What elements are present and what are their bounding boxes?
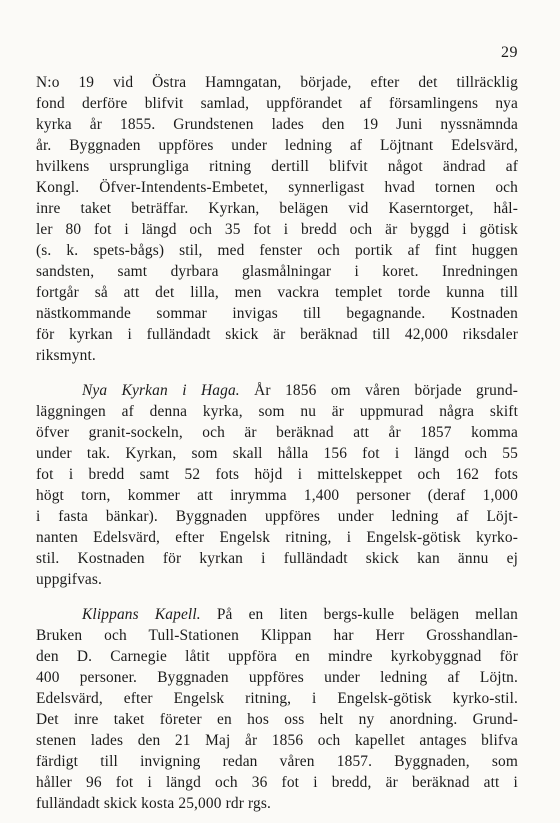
text-line: fot i bredd samt 52 fots höjd i mittelskeppet och 162 fots	[36, 466, 518, 483]
text-line: fulländadt skick kosta 25,000 rdr rgs.	[36, 795, 271, 812]
paragraph-haga-church	[36, 380, 518, 590]
text-line: läggningen af denna kyrka, som nu är uppmurad några skift	[36, 403, 518, 420]
text-line: den D. Carnegie låtit uppföra en mindre kyrkobyggnad för	[36, 648, 518, 665]
text-line: år. Byggnaden uppföres under ledning af Löjtnant Edelsvärd,	[36, 137, 518, 154]
text-line: stenen lades den 21 Maj år 1856 och kapellet antages blifva	[36, 732, 518, 749]
text-line: (s. k. spets-bågs) stil, med fenster och portik af fint huggen	[36, 242, 518, 259]
text-line: inre taket beträffar. Kyrkan, belägen vid Kaserntorget, hål-	[36, 200, 518, 217]
text-line: öfver granit-sockeln, och är beräknad att år 1857 komma	[36, 424, 518, 441]
page-number: 29	[501, 44, 518, 61]
text-line-with-heading	[36, 380, 518, 401]
text-line: under tak. Kyrkan, som skall hålla 156 fot i längd och 55	[36, 445, 518, 462]
section-heading-nya-kyrkan-i-haga: Nya Kyrkan i Haga.	[82, 382, 240, 399]
text-line: N:o 19 vid Östra Hamngatan, började, efter det tillräcklig	[36, 74, 518, 91]
text-line: fond derföre blifvit samlad, uppförandet af församlingens nya	[36, 95, 518, 112]
text-line: kyrka år 1855. Grundstenen lades den 19 Juni nyssnämnda	[36, 116, 518, 133]
text-line: för kyrkan i fulländadt skick är beräknad till 42,000 riksdaler	[36, 326, 518, 343]
text-line: fortgår så att det lilla, men vackra templet torde kunna till	[36, 284, 518, 301]
text-line: hvilkens ursprungliga ritning dertill blifvit något ändrad af	[36, 158, 518, 175]
text-line: Kongl. Öfver-Intendents-Embetet, synnerligast hvad tornen och	[36, 179, 518, 196]
paragraph-oskar-fredrik-church	[36, 72, 518, 366]
text-line-with-heading	[36, 604, 518, 625]
text-line: uppgifvas.	[36, 571, 103, 588]
body-text	[36, 72, 518, 814]
text-line: ler 80 fot i längd och 35 fot i bredd och är byggd i götisk	[36, 221, 518, 238]
text-line: håller 96 fot i längd och 36 fot i bredd, är beräknad att i	[36, 774, 518, 791]
text-line: i fasta bänkar). Byggnaden uppföres under ledning af Löjt-	[36, 508, 518, 525]
text-line: Bruken och Tull-Stationen Klippan har Herr Grosshandlan-	[36, 627, 518, 644]
paragraph-klippan-chapel	[36, 604, 518, 814]
text-line: På en liten bergs-kulle belägen mellan	[200, 606, 518, 623]
text-line: högt torn, kommer att inrymma 1,400 personer (deraf 1,000	[36, 487, 518, 504]
section-heading-klippans-kapell: Klippans Kapell.	[82, 606, 201, 623]
text-line: stil. Kostnaden för kyrkan i fulländadt skick kan ännu ej	[36, 550, 518, 567]
text-line: riksmynt.	[36, 347, 96, 364]
text-line: nästkommande sommar invigas till begagnande. Kostnaden	[36, 305, 518, 322]
text-line: År 1856 om våren började grund-	[239, 382, 518, 399]
text-line: 400 personer. Byggnaden uppföres under ledning af Löjtn.	[36, 669, 518, 686]
text-line: sandsten, samt dyrbara glasmålningar i koret. Inredningen	[36, 263, 518, 280]
text-line: nanten Edelsvärd, efter Engelsk ritning, i Engelsk-götisk kyrko-	[36, 529, 518, 546]
text-line: Det inre taket företer en hos oss helt ny anordning. Grund-	[36, 711, 518, 728]
text-line: Edelsvärd, efter Engelsk ritning, i Engelsk-götisk kyrko-stil.	[36, 690, 518, 707]
text-line: färdigt till invigning redan våren 1857. Byggnaden, som	[36, 753, 518, 770]
